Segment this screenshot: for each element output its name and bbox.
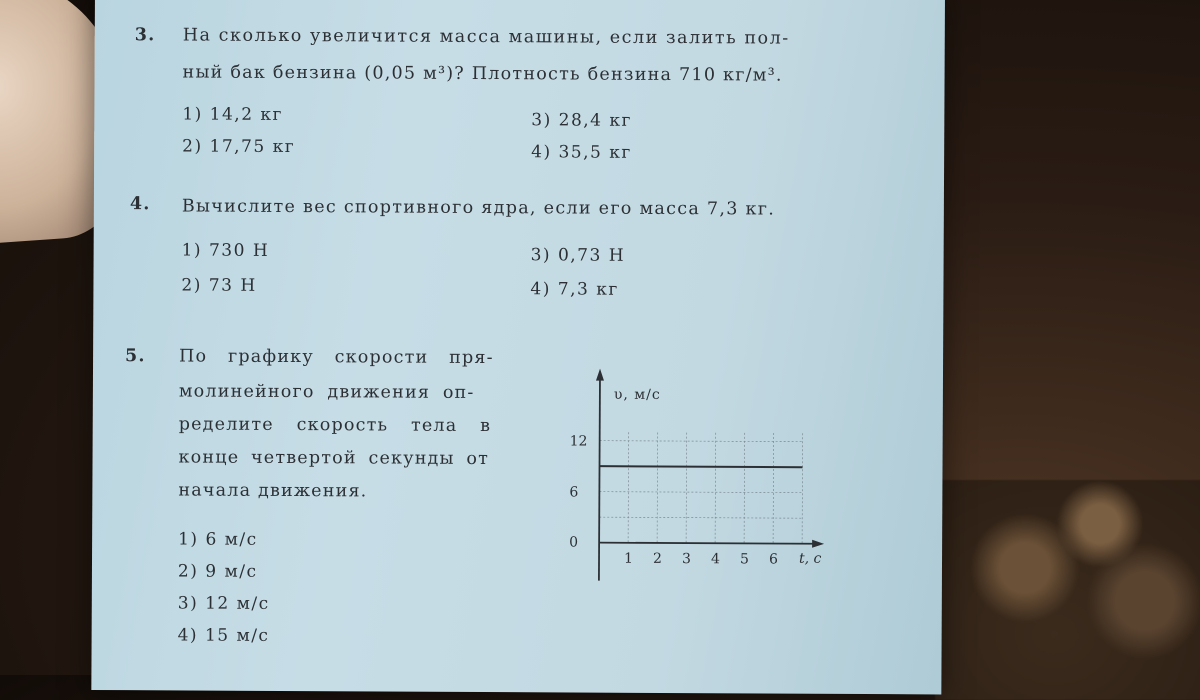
x-axis-label: t, c — [798, 550, 822, 567]
velocity-line — [600, 466, 803, 467]
q4-answer-2: 2) 73 Н — [181, 275, 257, 296]
x-tick-label: 4 — [710, 551, 720, 568]
q4-answer-4: 4) 7,3 кг — [530, 279, 619, 300]
q3-answer-1: 1) 14,2 кг — [182, 104, 284, 125]
q5-line1: По графику скорости пря- — [179, 346, 494, 369]
grid-line-vertical — [715, 433, 716, 543]
chart-series — [600, 466, 803, 467]
q4-number: 4. — [129, 194, 151, 215]
grid-line-horizontal — [599, 517, 802, 518]
q5-number: 5. — [125, 346, 146, 367]
x-tick-label: 6 — [768, 551, 778, 568]
x-axis — [599, 543, 816, 544]
x-tick-label: 5 — [739, 551, 749, 568]
q3-line1: На сколько увеличится масса машины, если залить пол- — [182, 25, 790, 49]
y-tick-label: 12 — [569, 433, 588, 450]
q3-number: 3. — [134, 25, 156, 46]
q5-answer-2: 2) 9 м/с — [177, 561, 258, 582]
q3-answer-4: 4) 35,5 кг — [531, 142, 632, 163]
y-tick-label: 6 — [569, 484, 579, 501]
q3-answer-3: 3) 28,4 кг — [531, 110, 633, 131]
x-tick-label: 1 — [623, 550, 633, 567]
q3-answer-2: 2) 17,75 кг — [182, 136, 296, 158]
velocity-chart — [547, 362, 848, 594]
q5-line2: молинейного движения оп- — [178, 381, 475, 403]
y-axis-label: υ, м/с — [613, 386, 661, 403]
q3-line2: ный бак бензина (0,05 м³)? Плотность бензина 710 кг/м³. — [182, 62, 783, 86]
q5-line4: конце четвертой секунды от — [178, 447, 490, 470]
q4-answer-3: 3) 0,73 Н — [530, 245, 626, 266]
q4-line1: Вычислите вес спортивного ядра, если его масса 7,3 кг. — [181, 196, 776, 220]
grid-line-horizontal — [599, 492, 802, 493]
x-tick-label: 2 — [652, 550, 662, 567]
grid-line-vertical — [802, 433, 803, 543]
q5-line5: начала движения. — [178, 480, 368, 502]
fabric-background — [935, 480, 1200, 700]
q5-answer-3: 3) 12 м/с — [177, 593, 270, 614]
worksheet — [91, 0, 945, 694]
grid-line-vertical — [686, 433, 687, 543]
x-tick-label: 3 — [681, 551, 691, 568]
grid-line-horizontal — [600, 441, 803, 442]
y-axis — [599, 377, 600, 581]
grid-line-vertical — [628, 432, 629, 542]
grid-line-vertical — [744, 433, 745, 543]
q5-line3: ределите скорость тела в — [178, 414, 492, 437]
q4-answer-1: 1) 730 Н — [181, 240, 270, 261]
x-axis-arrow — [812, 540, 824, 548]
grid-line-vertical — [773, 433, 774, 543]
chart-grid — [599, 432, 803, 544]
q5-answer-1: 1) 6 м/с — [178, 529, 258, 550]
y-axis-arrow — [596, 369, 604, 381]
q5-answer-4: 4) 15 м/с — [177, 625, 270, 646]
y-tick-label: 0 — [569, 534, 579, 551]
grid-line-vertical — [657, 432, 658, 542]
